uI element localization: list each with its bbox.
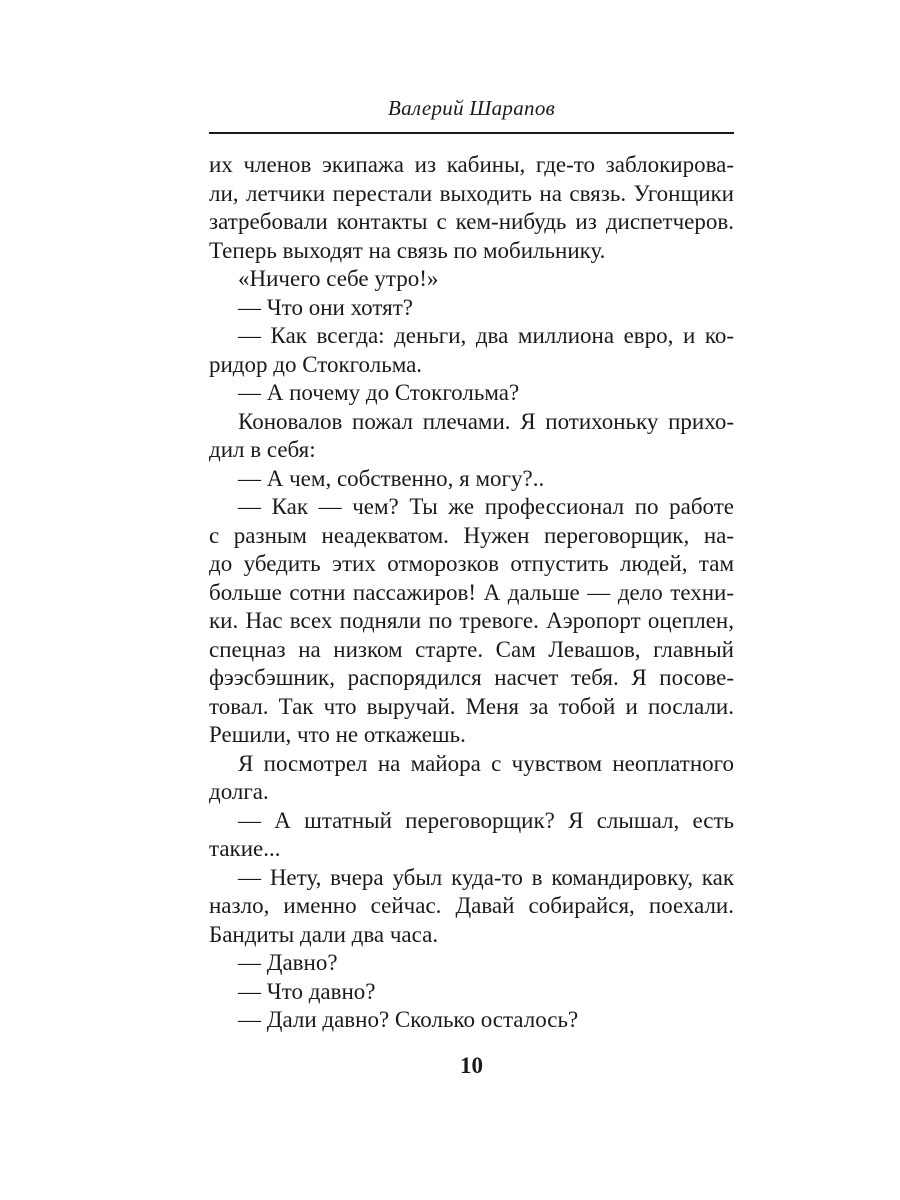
- text-line: ки. Нас всех подняли по тревоге. Аэропорт оцеплен,: [209, 608, 734, 633]
- text-line: товал. Так что выручай. Меня за тобой и послали.: [209, 693, 734, 719]
- text-line: долга.: [209, 779, 269, 804]
- text-line: Решили, что не откажешь.: [209, 722, 466, 747]
- text-line: — Дали давно? Сколько осталось?: [238, 1007, 579, 1032]
- text-line: — Нету, вчера убыл куда-то в командировку, как: [238, 864, 734, 890]
- text-line: — Давно?: [238, 950, 338, 975]
- text-line: их членов экипажа из кабины, где-то заблокирова-: [209, 152, 734, 177]
- text-line: «Ничего себе утро!»: [238, 266, 439, 291]
- text-line: — Что давно?: [238, 978, 376, 1004]
- text-line: — Что они хотят?: [238, 294, 413, 320]
- text-line: Теперь выходят на связь по мобильнику.: [209, 237, 606, 263]
- text-line: до убедить этих отморозков отпустить людей, там: [209, 551, 734, 576]
- text-line: больше сотни пассажиров! А дальше — дело техни-: [209, 579, 734, 605]
- text-line: Коновалов пожал плечами. Я потихоньку прихо-: [238, 408, 734, 434]
- text-line: фээсбэшник, распорядился насчет тебя. Я посове-: [209, 665, 734, 690]
- text-line: — А почему до Стокгольма?: [238, 380, 520, 405]
- text-line: ридор до Стокгольма.: [209, 351, 423, 377]
- text-line: — А чем, собственно, я могу?..: [238, 465, 545, 491]
- text-line: затребовали контакты с кем-нибудь из диспетчеров.: [209, 209, 734, 234]
- text-line: назло, именно сейчас. Давай собирайся, поехали.: [209, 893, 734, 918]
- text-line: такие...: [209, 836, 281, 861]
- body-text: [209, 151, 734, 1035]
- text-line: — Как — чем? Ты же профессионал по работе: [238, 494, 734, 519]
- text-line: с разным неадекватом. Нужен переговорщик, на-: [209, 522, 734, 548]
- text-line: спецназ на низком старте. Сам Левашов, главный: [209, 636, 734, 662]
- page-number: 10: [460, 1053, 483, 1078]
- running-head-author: Валерий Шарапов: [387, 96, 556, 120]
- text-line: дил в себя:: [209, 437, 316, 462]
- text-line: — Как всегда: деньги, два миллиона евро, и ко-: [238, 323, 734, 348]
- text-line: ли, летчики перестали выходить на связь. Угонщики: [209, 180, 734, 206]
- text-line: — А штатный переговорщик? Я слышал, есть: [238, 807, 734, 833]
- text-line: Бандиты дали два часа.: [209, 921, 439, 947]
- text-line: Я посмотрел на майора с чувством неоплатного: [238, 750, 734, 776]
- header-rule: [209, 132, 734, 134]
